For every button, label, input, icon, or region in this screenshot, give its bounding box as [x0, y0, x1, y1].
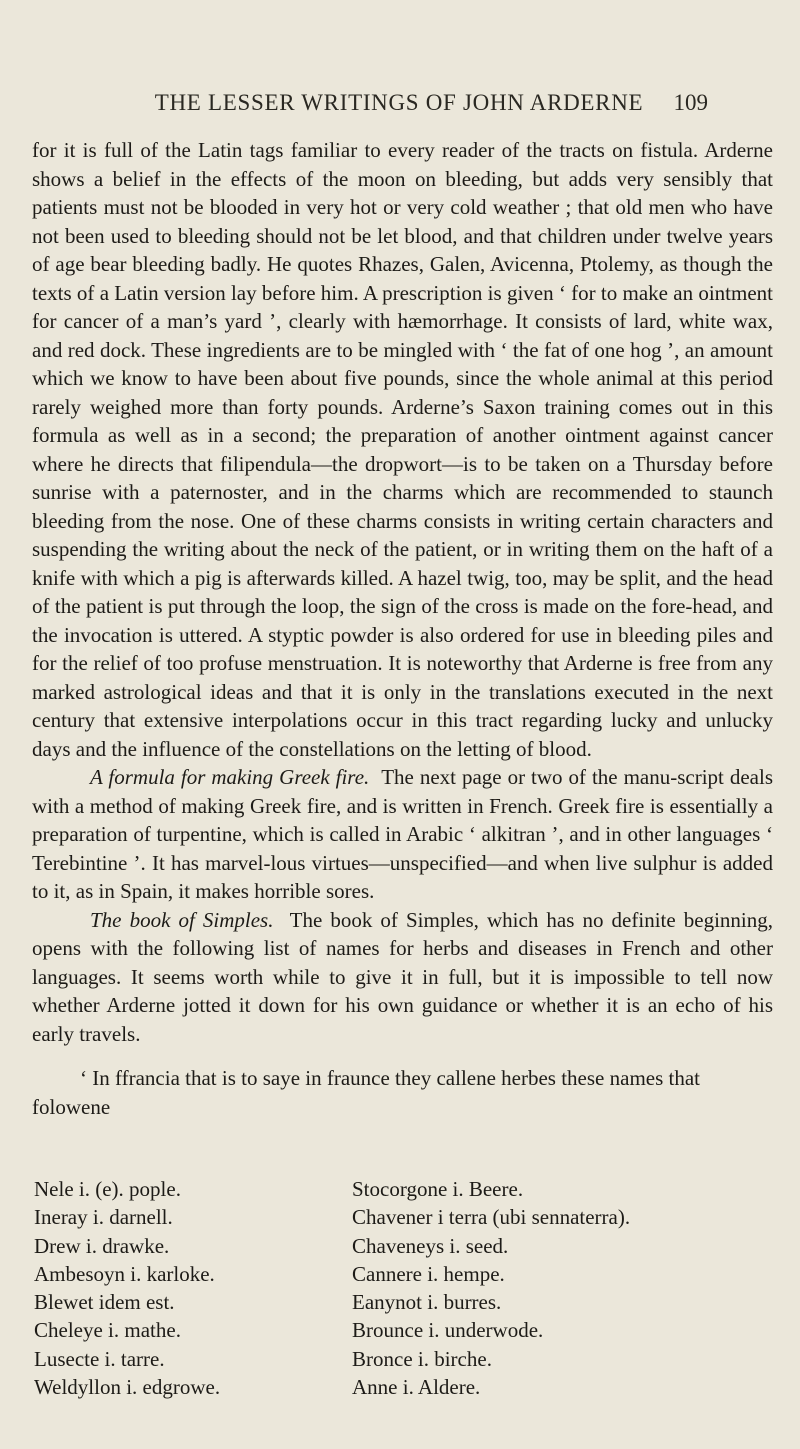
section-heading-simples: The book of Simples.: [90, 907, 274, 932]
glossary-entry: Cannere i. hempe.: [352, 1261, 505, 1286]
glossary-column-right: [352, 1175, 772, 1401]
section-heading-greek-fire: A formula for making Greek fire.: [90, 765, 370, 789]
paragraph-greek-fire: [32, 763, 773, 906]
glossary-entry: Nele i. (e). pople.: [34, 1177, 181, 1201]
glossary-entry: Lusecte i. tarre.: [34, 1346, 165, 1371]
glossary-entry: Stocorgone i. Beere.: [352, 1177, 524, 1201]
glossary-entry: Eanynot i. burres.: [352, 1290, 502, 1315]
glossary-entry: Cheleye i. mathe.: [34, 1318, 181, 1343]
running-title: THE LESSER WRITINGS OF JOHN ARDERNE: [154, 90, 644, 115]
glossary-entry: Ineray i. darnell.: [34, 1205, 173, 1230]
paragraph-continuation: for it is full of the Latin tags familiar to every reader of the tracts on fistula. Arderne shows a belief in the effects of the moon on bleeding, but adds very sensibly that patients must not be blooded in very hot or very cold weather ; that old men who have not been used to bleeding should not be let blood, and that children under twelve years of age bear bleeding badly. He quotes Rhazes, Galen, Avicenna, Ptolemy, as though the texts of a Latin version lay before him. A prescription is given ‘ for to make an ointment for cancer of a man’s yard ’, clearly with hæmorrhage. It consists of lard, white wax, and red dock. These ingredients are to be mingled with ‘ the fat of one hog ’, an amount which we know to have been about five pounds, since the whole animal at this period rarely weighed more than forty pounds. Arderne’s Saxon training comes out in this formula as well as in a second; the preparation of another ointment against cancer where he directs that filipendula—the dropwort—is to be taken on a Thursday before sunrise with a paternoster, and in the charms which are recommended to staunch bleeding from the nose. One of these charms consists in writing certain characters and suspending the writing about the neck of the patient, or in writing them on the haft of a knife with which a pig is afterwards killed. A hazel twig, too, may be split, and the head of the patient is put through the loop, the sign of the cross is made on the fore-head, and the invocation is uttered. A styptic powder is also ordered for use in bleeding piles and for the relief of too profuse menstruation. It is noteworthy that Arderne is free from any marked astrological ideas and that it is only in the translations executed in the next century that extensive interpolations occur in this tract regarding lucky and unlucky days and the influence of the constellations on the letting of blood.: [32, 138, 773, 761]
quoted-introduction: ‘ In ffrancia that is to saye in fraunce they callene herbes these names that folowene: [32, 1066, 701, 1119]
running-head: [90, 90, 708, 126]
glossary-entry: Weldyllon i. edgrowe.: [34, 1375, 221, 1400]
glossary-entry: Brounce i. underwode.: [352, 1318, 544, 1343]
glossary-entry: Chaveneys i. seed.: [352, 1233, 509, 1258]
paragraph-simples-body: The book of Simples, which has no definite beginning, opens with the following list of names for herbs and diseases in French and other languages. It seems worth while to give it in full, but it is impossible to tell now whether Arderne jotted it down for his own guidance or whether it is an echo of his early travels.: [32, 907, 773, 1046]
glossary-entry: Drew i. drawke.: [34, 1233, 170, 1258]
glossary-entry: Bronce i. birche.: [352, 1346, 492, 1371]
paragraph-greek-fire-body: The next page or two of the manu-script deals with a method of making Greek fire, and is written in French. Greek fire is essentially a preparation of turpentine, which is called in Arabic ‘ alkitran ’, and in other languages ‘ Terebintine ’. It has marvel-lous virtues—unspecified—and when live sulphur is added to it, as in Spain, it makes horrible sores.: [32, 765, 773, 903]
body-text: [32, 136, 773, 1121]
herb-name-glossary: [34, 1175, 774, 1401]
glossary-entry: Blewet idem est.: [34, 1290, 175, 1315]
glossary-column-left: [34, 1175, 352, 1401]
glossary-entry: Chavener i terra (ubi sennaterra).: [352, 1205, 631, 1230]
page-number: 109: [673, 90, 708, 115]
glossary-entry: Anne i. Aldere.: [352, 1375, 481, 1400]
paragraph-simples: [32, 906, 773, 1049]
glossary-entry: Ambesoyn i. karloke.: [34, 1261, 215, 1286]
